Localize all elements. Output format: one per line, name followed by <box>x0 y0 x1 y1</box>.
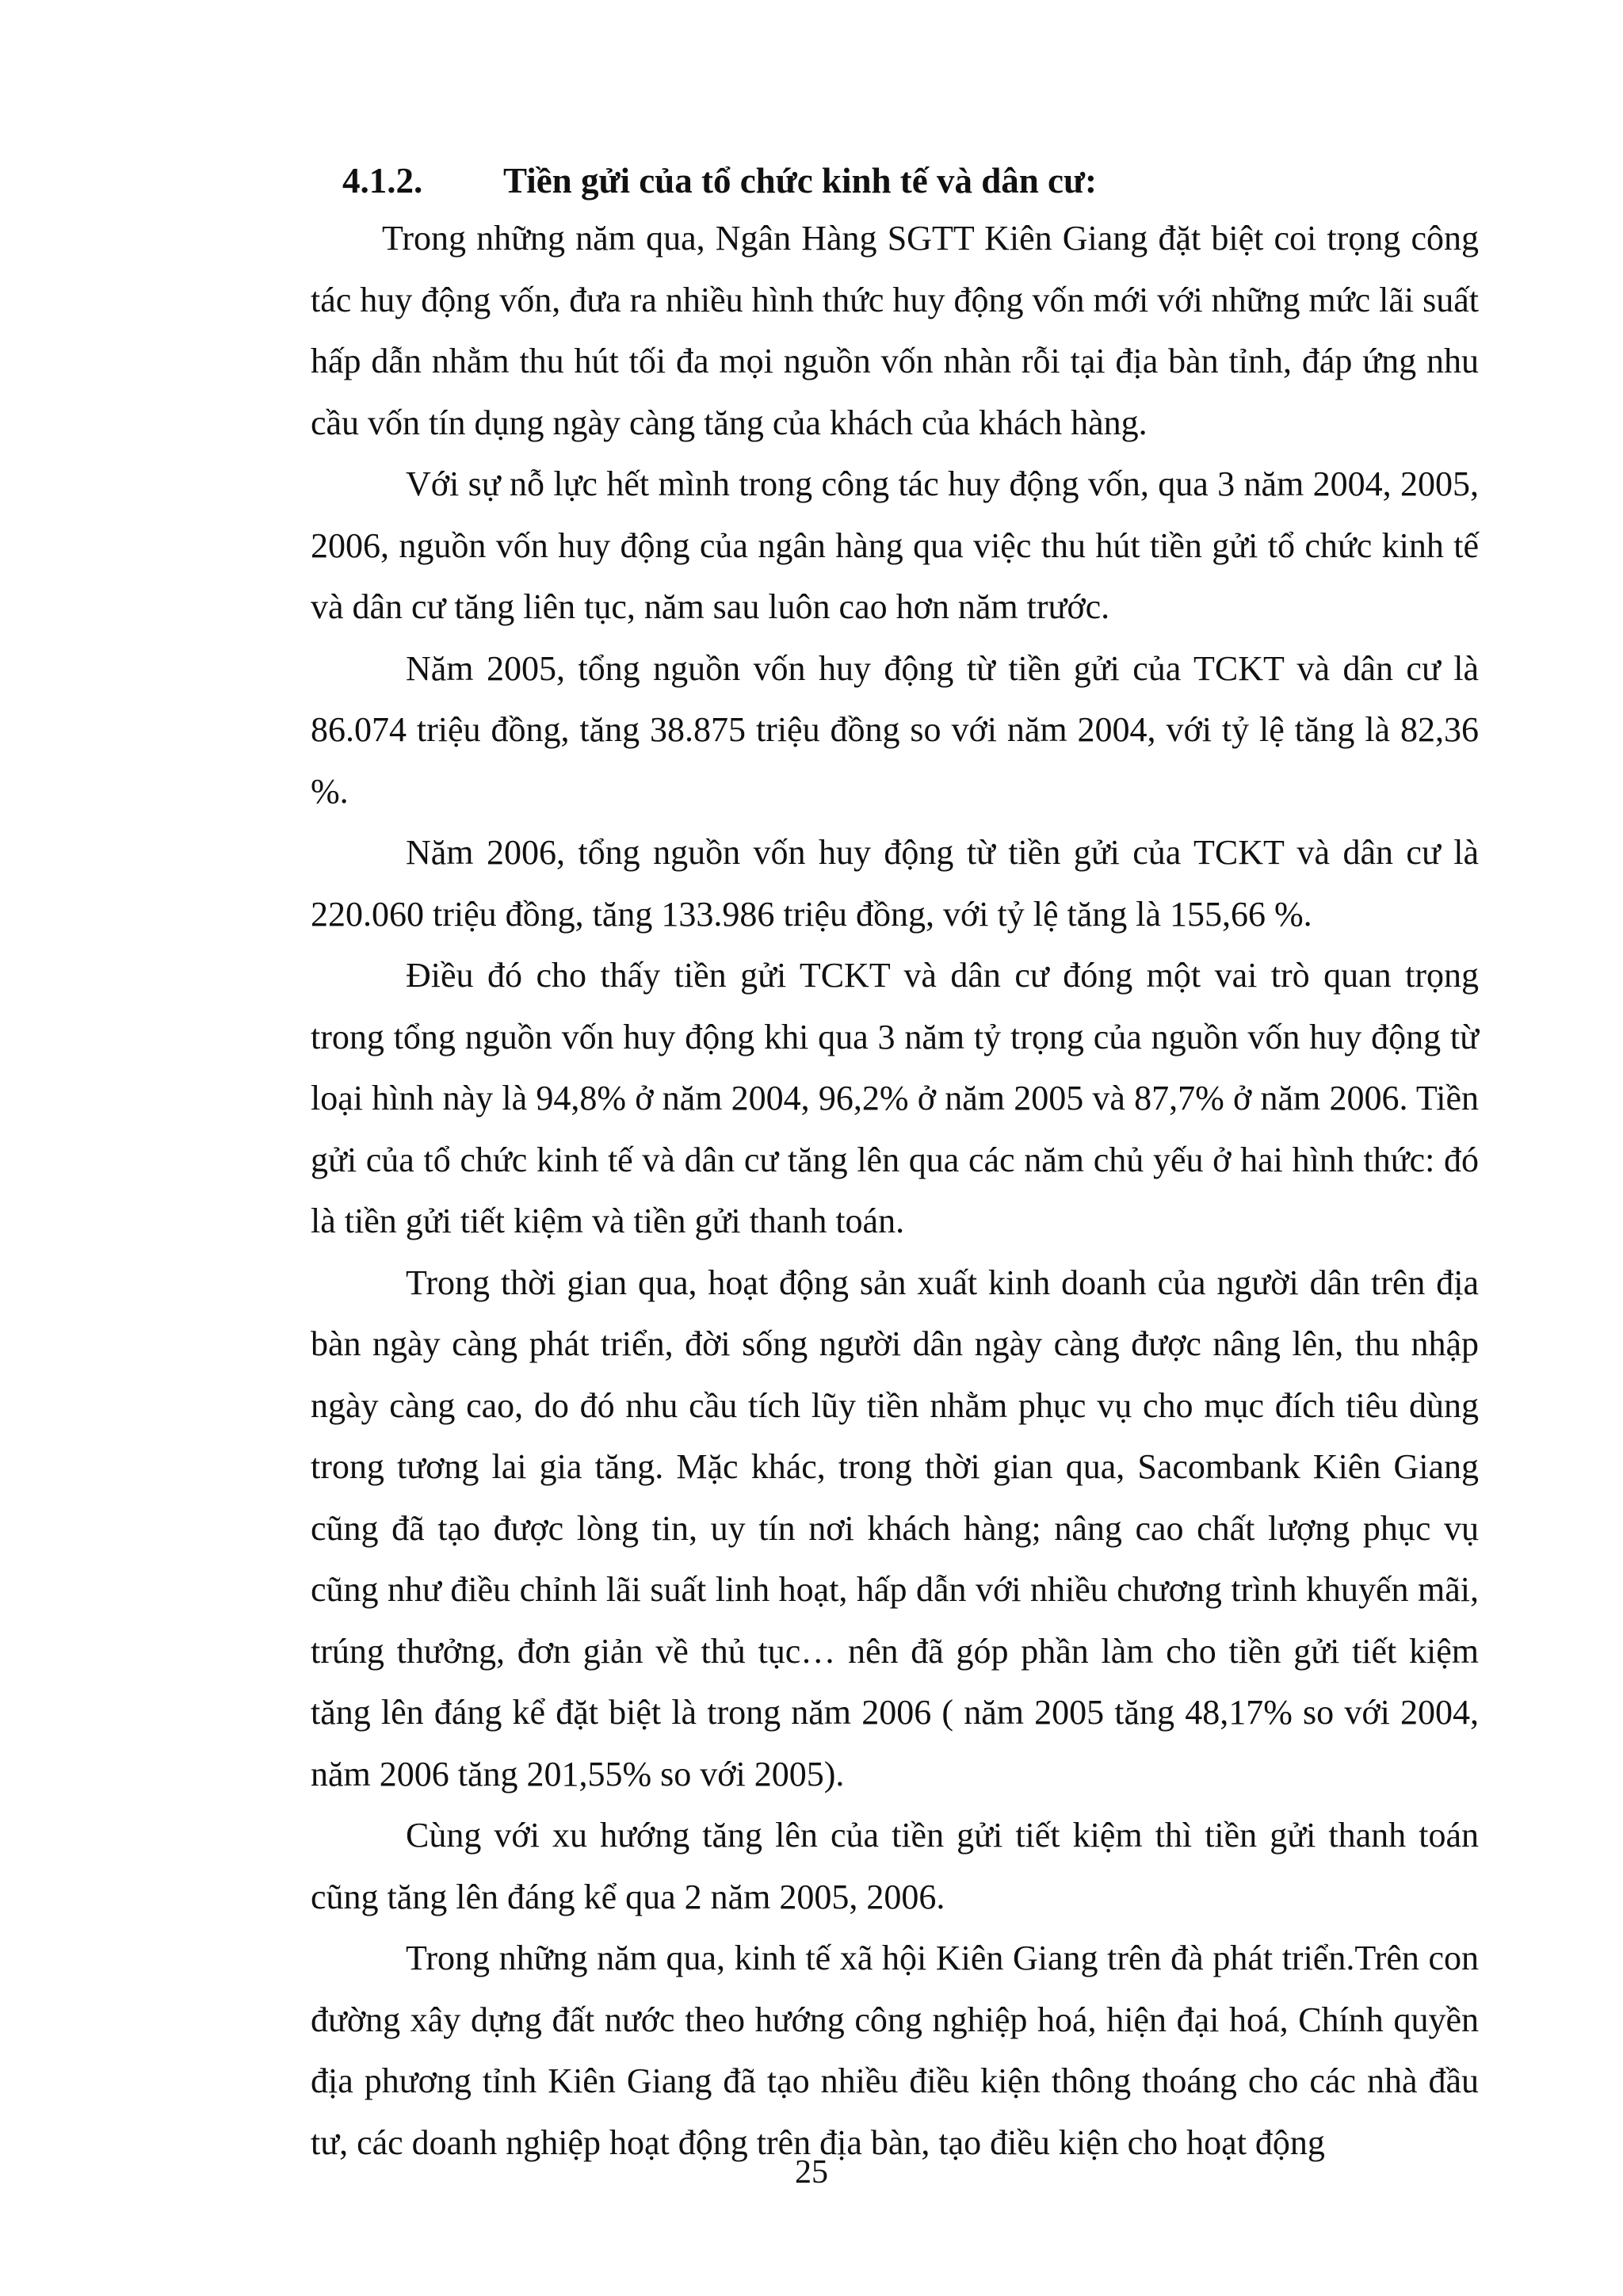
paragraph: Năm 2006, tổng nguồn vốn huy động từ tiền gửi của TCKT và dân cư là 220.060 triệu đồng, tăng 133.986 triệu đồng, với tỷ lệ tăng là 155,66 %. <box>311 833 1479 934</box>
paragraph: Với sự nỗ lực hết mình trong công tác huy động vốn, qua 3 năm 2004, 2005, 2006, nguồn vốn huy động của ngân hàng qua việc thu hút tiền gửi tổ chức kinh tế và dân cư tăng liên tục, năm sau luôn cao hơn năm trước. <box>311 464 1479 626</box>
section-title: Tiền gửi của tổ chức kinh tế và dân cư: <box>503 161 1097 201</box>
section-heading <box>342 157 1097 204</box>
paragraph: Cùng với xu hướng tăng lên của tiền gửi tiết kiệm thì tiền gửi thanh toán cũng tăng lên đáng kể qua 2 năm 2005, 2006. <box>311 1816 1479 1916</box>
paragraph: Trong thời gian qua, hoạt động sản xuất kinh doanh của người dân trên địa bàn ngày càng phát triển, đời sống người dân ngày càng được nâng lên, thu nhập ngày càng cao, do đó nhu cầu tích lũy tiền nhằm phục vụ cho mục đích tiêu dùng trong tương lai gia tăng. Mặc khác, trong thời gian qua, Sacombank Kiên Giang cũng đã tạo được lòng tin, uy tín nơi khách hàng; nâng cao chất lượng phục vụ cũng như điều chỉnh lãi suất linh hoạt, hấp dẫn với nhiều chương trình khuyến mãi, trúng thưởng, đơn giản về thủ tục… nên đã góp phần làm cho tiền gửi tiết kiệm tăng lên đáng kể đặt biệt là trong năm 2006 ( năm 2005 tăng 48,17% so với 2004, năm 2006 tăng 201,55% so với 2005). <box>311 1263 1479 1794</box>
paragraph: Điều đó cho thấy tiền gửi TCKT và dân cư đóng một vai trò quan trọng trong tổng nguồn vốn huy động khi qua 3 năm tỷ trọng của nguồn vốn huy động từ loại hình này là 94,8% ở năm 2004, 96,2% ở năm 2005 và 87,7% ở năm 2006. Tiền gửi của tổ chức kinh tế và dân cư tăng lên qua các năm chủ yếu ở hai hình thức: đó là tiền gửi tiết kiệm và tiền gửi thanh toán. <box>311 956 1479 1240</box>
section-number: 4.1.2. <box>342 161 423 201</box>
paragraph: Năm 2005, tổng nguồn vốn huy động từ tiền gửi của TCKT và dân cư là 86.074 triệu đồng, tăng 38.875 triệu đồng so với năm 2004, với tỷ lệ tăng là 82,36 %. <box>311 648 1479 811</box>
paragraph: Trong những năm qua, kinh tế xã hội Kiên Giang trên đà phát triển.Trên con đường xây dựng đất nước theo hướng công nghiệp hoá, hiện đại hoá, Chính quyền địa phương tỉnh Kiên Giang đã tạo nhiều điều kiện thông thoáng cho các nhà đầu tư, các doanh nghiệp hoạt động trên địa bàn, tạo điều kiện cho hoạt động <box>311 1939 1479 2162</box>
paragraph: Trong những năm qua, Ngân Hàng SGTT Kiên Giang đặt biệt coi trọng công tác huy động vốn, đưa ra nhiều hình thức huy động vốn mới với những mức lãi suất hấp dẫn nhằm thu hút tối đa mọi nguồn vốn nhàn rỗi tại địa bàn tỉnh, đáp ứng nhu cầu vốn tín dụng ngày càng tăng của khách của khách hàng. <box>311 219 1479 442</box>
body-text <box>311 208 1479 2173</box>
page-number: 25 <box>795 2154 828 2191</box>
